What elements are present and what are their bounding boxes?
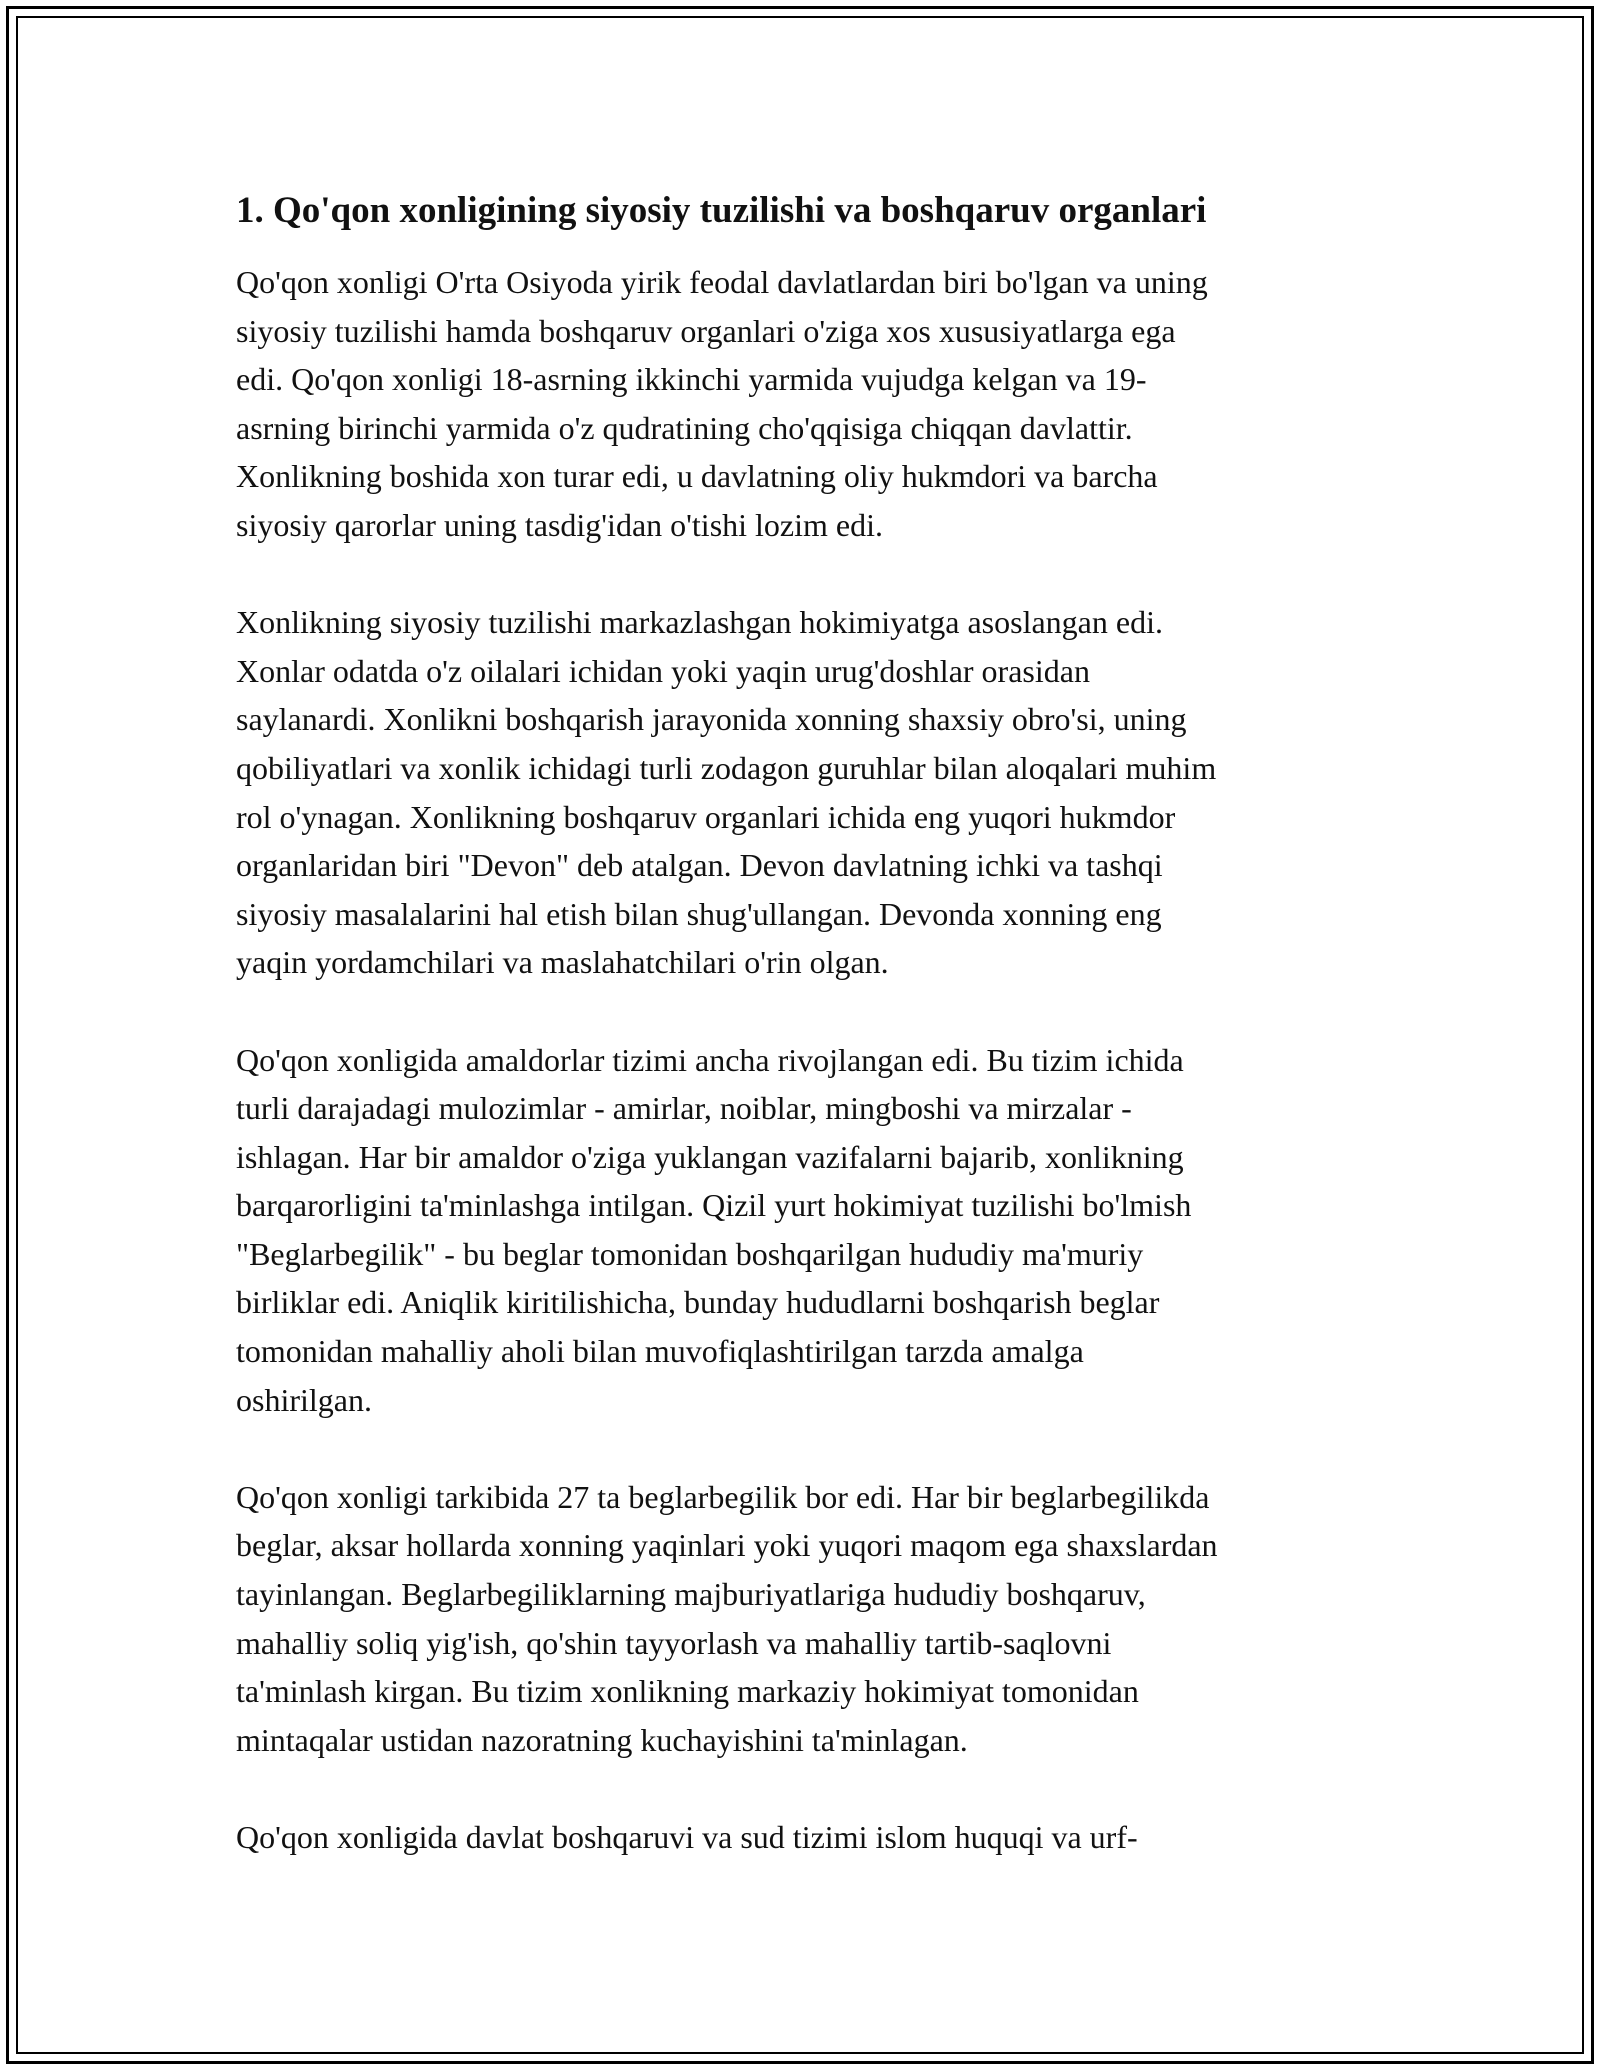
text-line: siyosiy masalalarini hal etish bilan shug'ullangan. Devonda xonning eng bbox=[236, 895, 1162, 932]
text-line: Qo'qon xonligida davlat boshqaruvi va sud tizimi islom huquqi va urf- bbox=[236, 1819, 1138, 1855]
paragraph-5 bbox=[236, 1813, 1366, 1862]
text-line: saylanardi. Xonlikni boshqarish jarayonida xonning shaxsiy obro'si, uning bbox=[236, 701, 1187, 738]
text-line: edi. Qo'qon xonligi 18-asrning ikkinchi yarmida vujudga kelgan va 19- bbox=[236, 361, 1147, 398]
text-line: Qo'qon xonligi tarkibida 27 ta beglarbegilik bor edi. Har bir beglarbegilikda bbox=[236, 1478, 1210, 1515]
text-line: yaqin yordamchilari va maslahatchilari o'rin olgan. bbox=[236, 944, 889, 981]
text-line: siyosiy qarorlar uning tasdig'idan o'tishi lozim edi. bbox=[236, 506, 883, 543]
text-line: mahalliy soliq yig'ish, qo'shin tayyorlash va mahalliy tartib-saqlovni bbox=[236, 1624, 1112, 1661]
text-line: tayinlangan. Beglarbegiliklarning majburiyatlariga hududiy boshqaruv, bbox=[236, 1576, 1146, 1613]
paragraph-4 bbox=[236, 1473, 1366, 1765]
text-line: oshirilgan. bbox=[236, 1381, 372, 1418]
text-line: asrning birinchi yarmida o'z qudratining cho'qqisiga chiqqan davlattir. bbox=[236, 409, 1133, 446]
text-line: Xonlar odatda o'z oilalari ichidan yoki yaqin urug'doshlar orasidan bbox=[236, 652, 1090, 689]
text-line: ta'minlash kirgan. Bu tizim xonlikning markaziy hokimiyat tomonidan bbox=[236, 1673, 1139, 1710]
text-line: birliklar edi. Aniqlik kiritilishicha, bunday hududlarni boshqarish beglar bbox=[236, 1284, 1160, 1321]
text-line: rol o'ynagan. Xonlikning boshqaruv organlari ichida eng yuqori hukmdor bbox=[236, 798, 1176, 835]
text-line: Qo'qon xonligi O'rta Osiyoda yirik feodal davlatlardan biri bo'lgan va uning bbox=[236, 264, 1208, 300]
text-line: barqarorligini ta'minlashga intilgan. Qizil yurt hokimiyat tuzilishi bo'lmish bbox=[236, 1187, 1192, 1224]
paragraph-1 bbox=[236, 258, 1366, 550]
text-line: Xonlikning siyosiy tuzilishi markazlashgan hokimiyatga asoslangan edi. bbox=[236, 604, 1163, 641]
section-heading: 1. Qo'qon xonligining siyosiy tuzilishi va boshqaruv organlari bbox=[236, 190, 1207, 231]
text-line: tomonidan mahalliy aholi bilan muvofiqlashtirilgan tarzda amalga bbox=[236, 1333, 1084, 1370]
text-line: mintaqalar ustidan nazoratning kuchayishini ta'minlagan. bbox=[236, 1721, 968, 1758]
paragraph-2 bbox=[236, 598, 1366, 987]
text-line: beglar, aksar hollarda xonning yaqinlari yoki yuqori maqom ega shaxslardan bbox=[236, 1527, 1218, 1564]
text-line: ishlagan. Har bir amaldor o'ziga yuklangan vazifalarni bajarib, xonlikning bbox=[236, 1138, 1184, 1175]
text-line: qobiliyatlari va xonlik ichidagi turli zodagon guruhlar bilan aloqalari muhim bbox=[236, 749, 1217, 786]
text-line: Qo'qon xonligida amaldorlar tizimi ancha rivojlangan edi. Bu tizim ichida bbox=[236, 1041, 1184, 1078]
text-line: turli darajadagi mulozimlar - amirlar, noiblar, mingboshi va mirzalar - bbox=[236, 1090, 1132, 1127]
text-line: organlaridan biri "Devon" deb atalgan. Devon davlatning ichki va tashqi bbox=[236, 847, 1163, 884]
text-line: siyosiy tuzilishi hamda boshqaruv organlari o'ziga xos xususiyatlarga ega bbox=[236, 312, 1176, 349]
document-body bbox=[236, 186, 1366, 1910]
paragraph-3 bbox=[236, 1036, 1366, 1425]
text-line: "Beglarbegilik" - bu beglar tomonidan boshqarilgan hududiy ma'muriy bbox=[236, 1235, 1144, 1272]
text-line: Xonlikning boshida xon turar edi, u davlatning oliy hukmdori va barcha bbox=[236, 458, 1158, 495]
